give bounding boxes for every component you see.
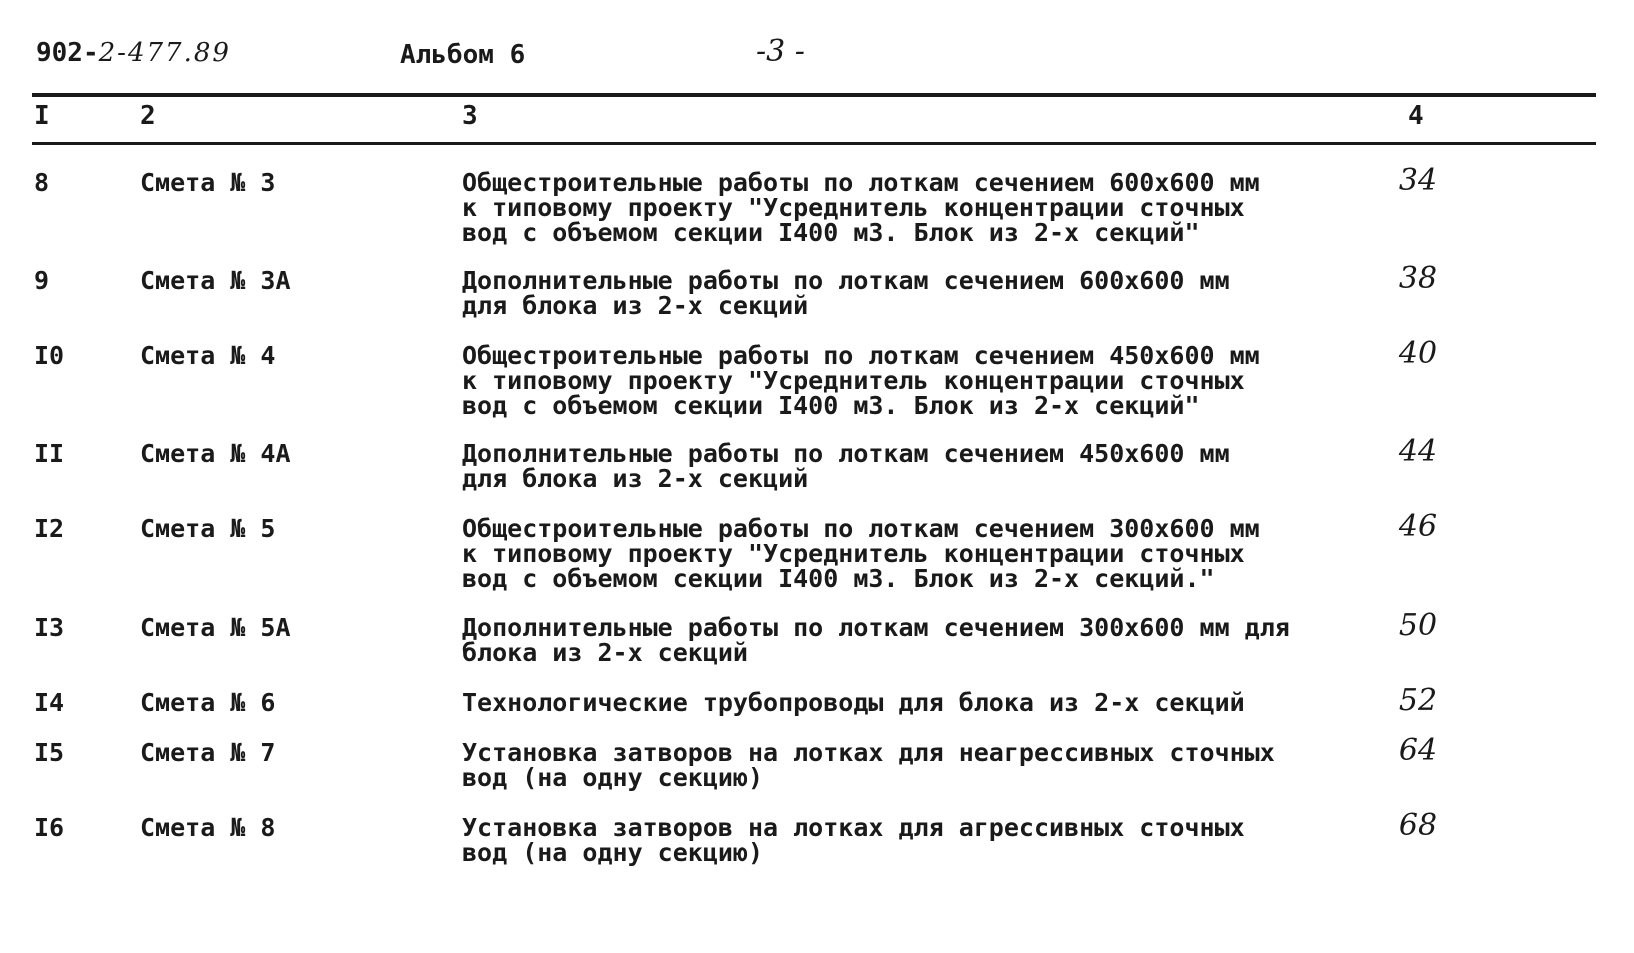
estimate-description (462, 343, 1332, 418)
document-code-handwritten: 2-477.89 (98, 38, 231, 68)
description-line: к типовому проекту "Усреднитель концентрации сточных (462, 539, 1245, 568)
row-number: I4 (34, 688, 65, 717)
description-line: вод (на одну секцию) (462, 838, 764, 867)
page-reference: 46 (1398, 509, 1438, 544)
page-reference: 52 (1398, 683, 1438, 718)
estimate-description (462, 268, 1332, 318)
estimate-name: Смета № 6 (140, 688, 276, 717)
estimate-description (462, 615, 1332, 665)
row-number: I0 (34, 341, 65, 370)
estimate-name: Смета № 8 (140, 813, 276, 842)
table-top-rule (32, 93, 1596, 97)
estimate-name: Смета № 5 (140, 514, 276, 543)
page-reference: 68 (1398, 808, 1438, 843)
estimate-description (462, 740, 1332, 790)
description-line: Технологические трубопроводы для блока из 2-х секций (462, 688, 1245, 717)
description-line: Дополнительные работы по лоткам сечением 600х600 мм (462, 266, 1230, 295)
row-number: 8 (34, 168, 50, 197)
estimate-description (462, 516, 1332, 591)
description-line: Дополнительные работы по лоткам сечением 450х600 мм (462, 439, 1230, 468)
estimate-name: Смета № 5А (140, 613, 291, 642)
description-line: вод (на одну секцию) (462, 763, 764, 792)
description-line: вод с объемом секции I400 м3. Блок из 2-х секций." (462, 564, 1215, 593)
description-line: блока из 2-х секций (462, 638, 748, 667)
page-reference: 38 (1398, 261, 1438, 296)
document-code (36, 38, 231, 68)
description-line: Дополнительные работы по лоткам сечением 300х600 мм для (462, 613, 1290, 642)
estimate-name: Смета № 4 (140, 341, 276, 370)
description-line: Установка затворов на лотках для неагрессивных сточных (462, 738, 1275, 767)
row-number: I3 (34, 613, 65, 642)
estimate-name: Смета № 3А (140, 266, 291, 295)
estimate-description (462, 690, 1332, 715)
estimate-name: Смета № 4А (140, 439, 291, 468)
column-header-2: 2 (140, 101, 156, 131)
estimate-name: Смета № 3 (140, 168, 276, 197)
row-number: II (34, 439, 65, 468)
row-number: I2 (34, 514, 65, 543)
table-header-rule (32, 142, 1596, 145)
page-reference: 40 (1398, 336, 1438, 371)
estimate-description (462, 441, 1332, 491)
description-line: Общестроительные работы по лоткам сечением 600х600 мм (462, 168, 1260, 197)
page-reference: 44 (1398, 434, 1438, 469)
estimate-description (462, 170, 1332, 245)
page-reference: 34 (1398, 163, 1438, 198)
description-line: к типовому проекту "Усреднитель концентрации сточных (462, 366, 1245, 395)
description-line: Общестроительные работы по лоткам сечением 450х600 мм (462, 341, 1260, 370)
row-number: I6 (34, 813, 65, 842)
column-header-1: I (34, 101, 50, 131)
estimate-description (462, 815, 1332, 865)
description-line: к типовому проекту "Усреднитель концентрации сточных (462, 193, 1245, 222)
row-number: I5 (34, 738, 65, 767)
description-line: вод с объемом секции I400 м3. Блок из 2-х секций" (462, 391, 1200, 420)
description-line: для блока из 2-х секций (462, 464, 809, 493)
estimate-name: Смета № 7 (140, 738, 276, 767)
column-header-3: 3 (462, 101, 478, 131)
column-header-4: 4 (1408, 101, 1424, 131)
page-reference: 64 (1398, 733, 1438, 768)
description-line: Общестроительные работы по лоткам сечением 300х600 мм (462, 514, 1260, 543)
page-reference: 50 (1398, 608, 1438, 643)
description-line: Установка затворов на лотках для агрессивных сточных (462, 813, 1245, 842)
album-label: Альбом 6 (400, 40, 526, 70)
document-code-typed: 902- (36, 38, 99, 68)
description-line: вод с объемом секции I400 м3. Блок из 2-х секций" (462, 218, 1200, 247)
row-number: 9 (34, 266, 50, 295)
description-line: для блока из 2-х секций (462, 291, 809, 320)
page-header (36, 34, 1596, 78)
page-number: -3 - (756, 34, 805, 69)
